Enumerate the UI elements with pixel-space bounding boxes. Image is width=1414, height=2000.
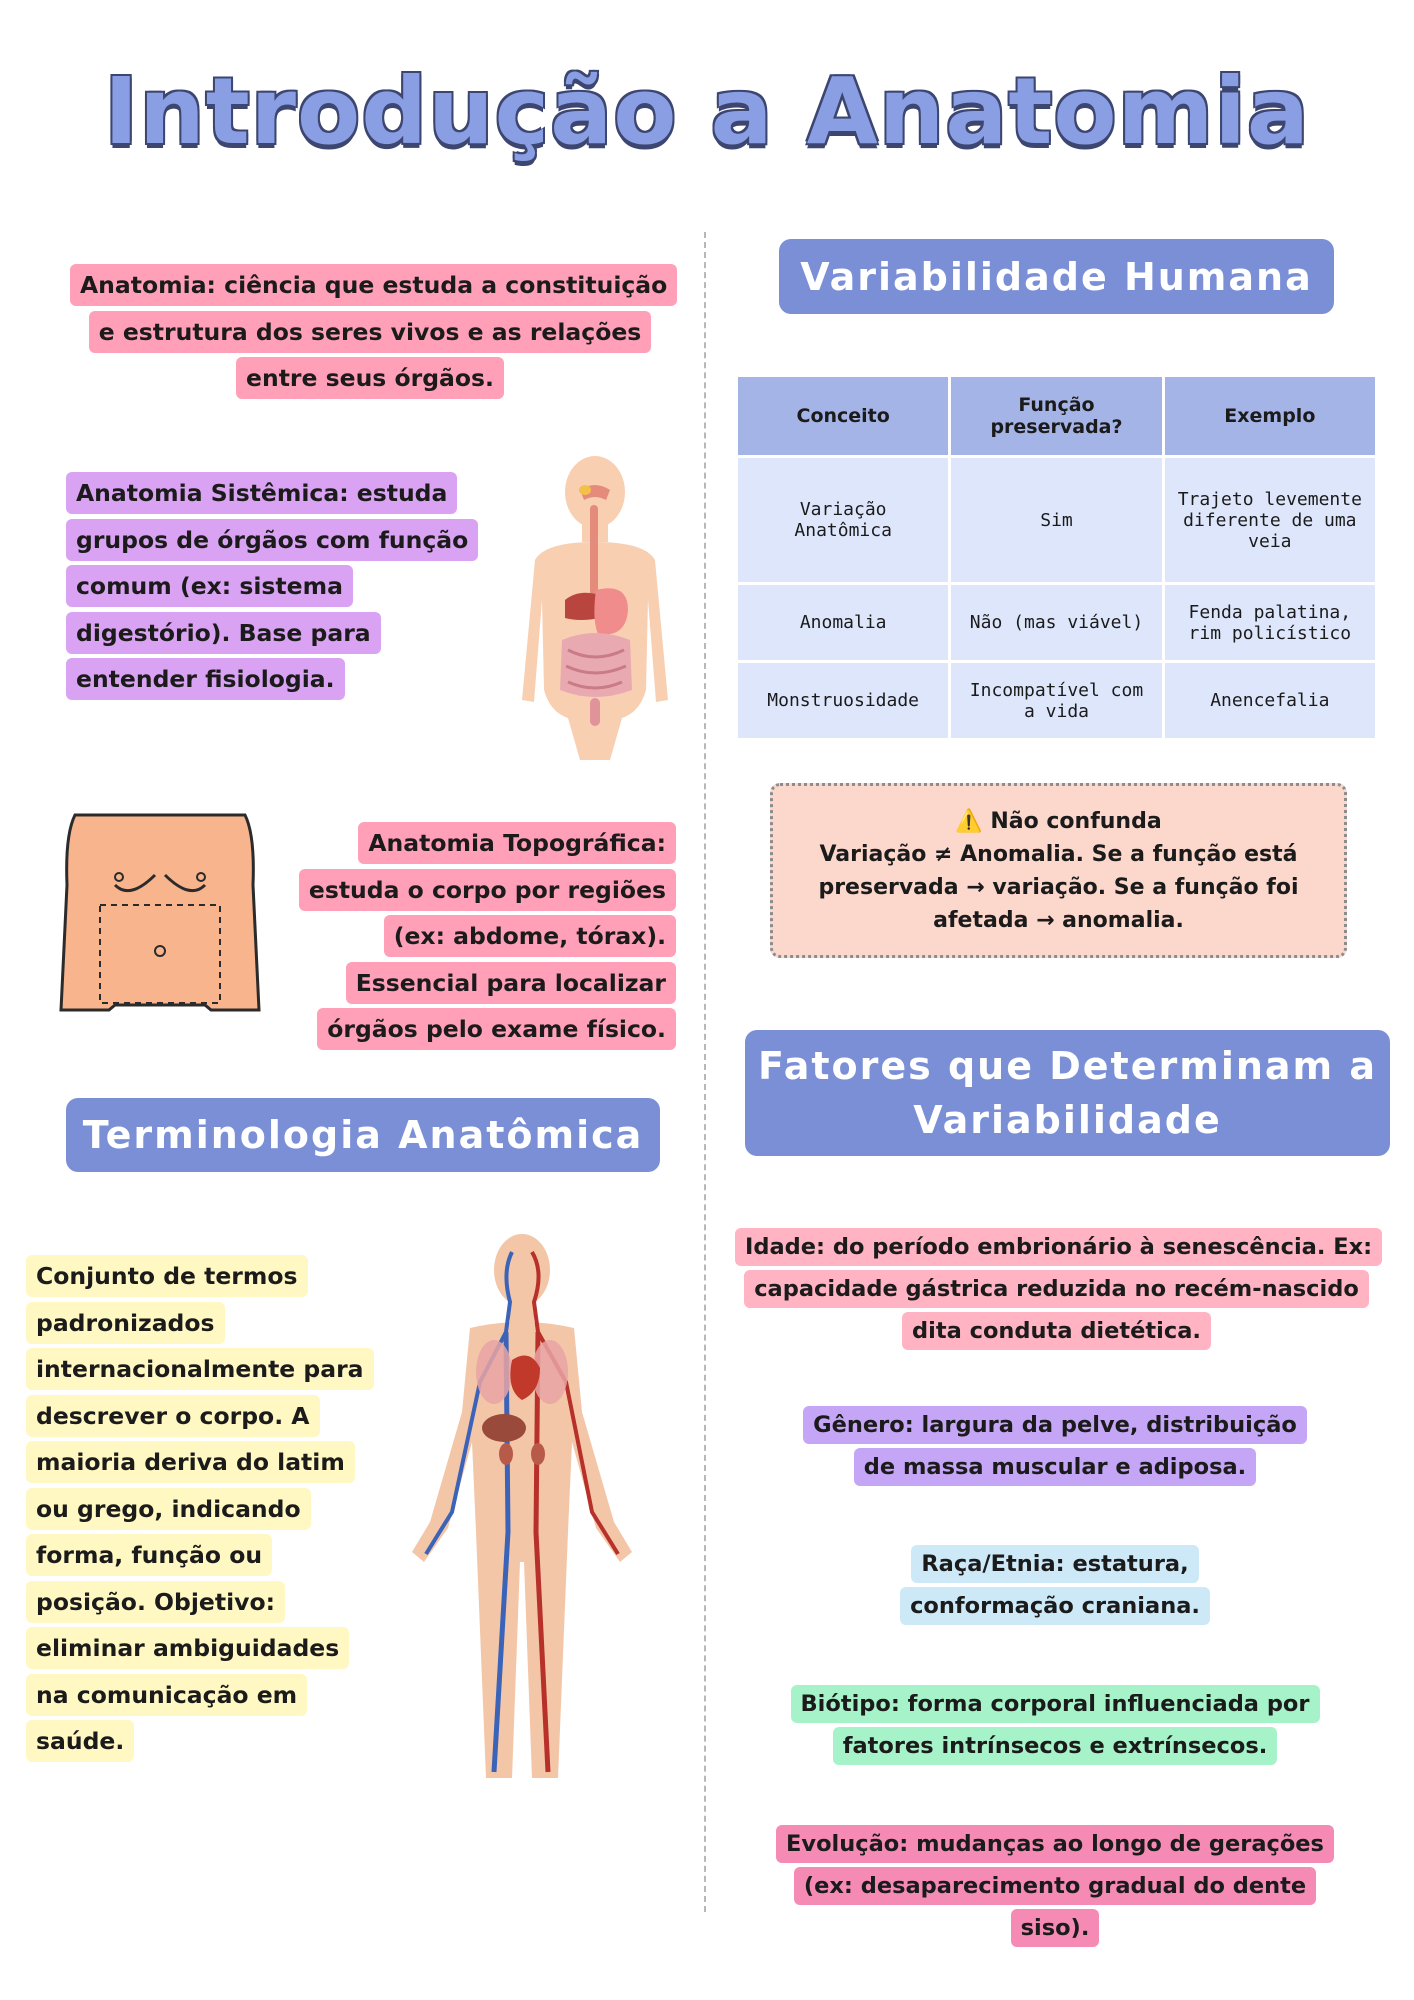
variability-table [735,374,1378,741]
digestive-system-illustration [510,450,680,760]
factor-evolution-box [760,1823,1350,1949]
terminology-box [26,1253,376,1765]
variability-heading: Variabilidade Humana [779,239,1334,314]
table-cell: Fenda palatina, rim policístico [1163,584,1376,662]
factor-gender-box [790,1404,1320,1488]
topographic-anatomy-box [276,820,676,1053]
table-cell: Monstruosidade [737,662,950,740]
circulatory-system-illustration [382,1232,662,1782]
factor-race-box [850,1543,1260,1627]
factor-gender-text: Gênero: largura da pelve, distribuição de massa muscular e adiposa. [803,1406,1307,1486]
table-header-cell: Conceito [737,376,950,457]
page-title: Introdução a Anatomia [103,58,1311,165]
warning-box [770,783,1347,958]
anatomy-definition-box [70,262,670,402]
table-header-cell: Função preservada? [950,376,1163,457]
table-header-row [737,376,1377,457]
factor-biotype-box [790,1683,1320,1767]
warning-text: Variação ≠ Anomalia. Se a função está preservada → variação. Se a função foi afetada → anomalia. [818,841,1299,933]
factor-biotype-text: Biótipo: forma corporal influenciada por fatores intrínsecos e extrínsecos. [791,1685,1320,1765]
table-row [737,662,1377,740]
table-cell: Variação Anatômica [737,457,950,584]
factor-evolution-text: Evolução: mudanças ao longo de gerações (ex: desaparecimento gradual do dente siso). [776,1825,1334,1947]
table-cell: Não (mas viável) [950,584,1163,662]
table-cell: Incompatível com a vida [950,662,1163,740]
torso-illustration [55,805,265,1015]
column-divider [704,232,706,1912]
table-cell: Sim [950,457,1163,584]
factor-age-text: Idade: do período embrionário à senescência. Ex: capacidade gástrica reduzida no recém-nascido dita conduta dietética. [735,1228,1382,1350]
systemic-anatomy-text: Anatomia Sistêmica: estuda grupos de órgãos com função comum (ex: sistema digestório). Base para entender fisiologia. [66,472,478,700]
warning-title: ⚠️ Não confunda [955,808,1162,834]
factors-heading: Fatores que Determinam a Variabilidade [745,1030,1390,1156]
table-cell: Trajeto levemente diferente de uma veia [1163,457,1376,584]
table-row [737,584,1377,662]
table-cell: Anomalia [737,584,950,662]
terminology-heading: Terminologia Anatômica [66,1098,660,1172]
factor-age-box [735,1226,1378,1352]
terminology-text: Conjunto de termos padronizados internacionalmente para descrever o corpo. A maioria deriva do latim ou grego, indicando forma, função ou posição. Objetivo: eliminar ambiguidades na comunicação em saúde. [26,1255,374,1762]
anatomy-definition-text: Anatomia: ciência que estuda a constituição e estrutura dos seres vivos e as relações entre seus órgãos. [70,264,677,399]
topographic-anatomy-text: Anatomia Topográfica: estuda o corpo por regiões (ex: abdome, tórax). Essencial para localizar órgãos pelo exame físico. [299,822,676,1050]
systemic-anatomy-box [66,470,476,703]
table-cell: Anencefalia [1163,662,1376,740]
table-header-cell: Exemplo [1163,376,1376,457]
factor-race-text: Raça/Etnia: estatura, conformação craniana. [900,1545,1210,1625]
table-row [737,457,1377,584]
